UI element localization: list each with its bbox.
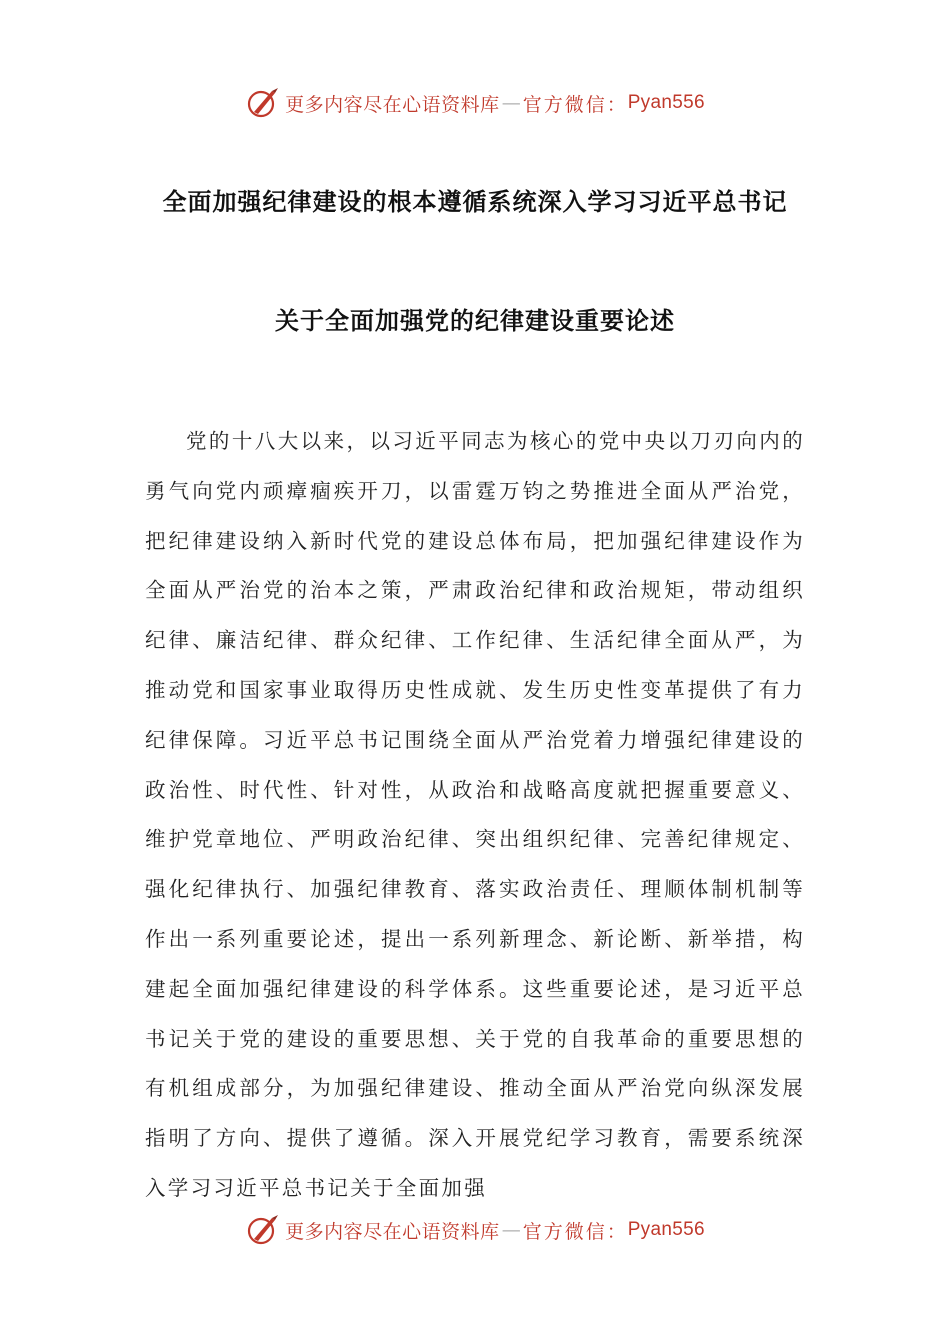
watermark-wechat-label: 官方微信： xyxy=(522,1220,628,1243)
footer-watermark xyxy=(0,1210,950,1250)
quill-pen-circle-icon xyxy=(245,85,281,121)
document-title-line-1: 全面加强纪律建设的根本遵循系统深入学习习近平总书记 xyxy=(162,188,788,216)
body-paragraph: 党的十八大以来，以习近平同志为核心的党中央以刀刃向内的勇气向党内顽瘴痼疾开刀，以雷霆万钧之势推进全面从严治党，把纪律建设纳入新时代党的建设总体布局，把加强纪律建设作为全面从严治党的治本之策，严肃政治纪律和政治规矩，带动组织纪律、廉洁纪律、群众纪律、工作纪律、生活纪律全面从严，为推动党和国家事业取得历史性成就、发生历史性变革提供了有力纪律保障。习近平总书记围绕全面从严治党着力增强纪律建设的政治性、时代性、针对性，从政治和战略高度就把握重要意义、维护党章地位、严明政治纪律、突出组织纪律、完善纪律规定、强化纪律执行、加强纪律教育、落实政治责任、理顺体制机制等作出一系列重要论述，提出一系列新理念、新论断、新举措，构建起全面加强纪律建设的科学体系。这些重要论述，是习近平总书记关于党的建设的重要思想、关于党的自我革命的重要思想的有机组成部分，为加强纪律建设、推动全面从严治党向纵深发展指明了方向、提供了遵循。深入开展党纪学习教育，需要系统深入学习习近平总书记关于全面加强 xyxy=(145,429,805,1200)
watermark-wechat-id: Pyan556 xyxy=(627,92,705,113)
watermark-dash: — xyxy=(501,92,521,114)
watermark-brand: 更多内容尽在心语资料库 xyxy=(285,93,500,116)
watermark-dash: — xyxy=(501,1219,521,1241)
watermark-wechat-label: 官方微信： xyxy=(522,93,628,116)
document-title-line-2: 关于全面加强党的纪律建设重要论述 xyxy=(275,307,675,335)
quill-pen-circle-icon xyxy=(245,1212,281,1248)
watermark-brand: 更多内容尽在心语资料库 xyxy=(285,1220,500,1243)
watermark-wechat-id: Pyan556 xyxy=(627,1219,705,1240)
header-watermark xyxy=(0,83,950,123)
